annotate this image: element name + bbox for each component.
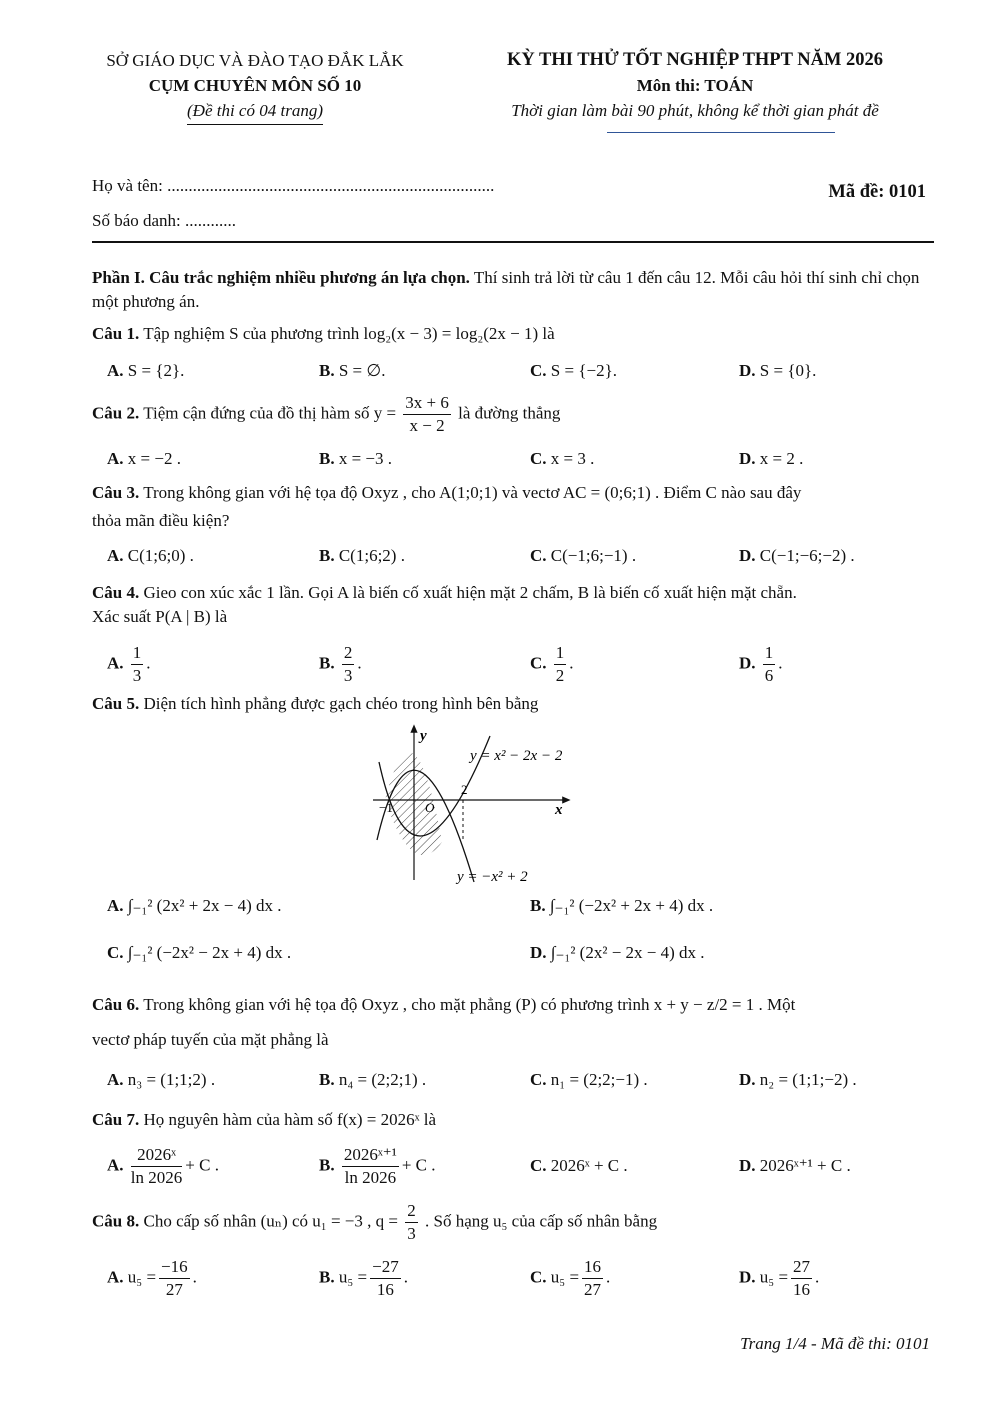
q4-opt-a bbox=[131, 642, 144, 687]
q5-opt-c: ∫₋₁² (−2x² − 2x + 4) dx . bbox=[127, 943, 292, 962]
q1-opt-c: S = {−2}. bbox=[550, 361, 617, 380]
exam-title: KỲ THI THỬ TỐT NGHIỆP THPT NĂM 2026 bbox=[506, 50, 884, 70]
y-axis-label: y bbox=[420, 728, 427, 744]
part1-title: Phần I. Câu trắc nghiệm nhiều phương án lựa chọn. bbox=[92, 268, 470, 287]
q1-text: Tập nghiệm S của phương trình log₂(x − 3) = log₂(2x − 1) là bbox=[143, 324, 555, 343]
q7-opt-a-frac bbox=[131, 1144, 182, 1189]
curve2-label: y = −x² + 2 bbox=[457, 869, 528, 885]
q3-opt-d-label: D. bbox=[739, 546, 756, 565]
q4-opt-d-label: D. bbox=[739, 653, 756, 673]
q6-label: Câu 6. bbox=[92, 995, 140, 1014]
question-5 bbox=[92, 692, 934, 716]
q5-opt-d-label: D. bbox=[530, 943, 547, 962]
id-field: Số báo danh: ............ bbox=[92, 211, 237, 230]
q2-post: là đường thẳng bbox=[458, 403, 561, 423]
q2-label: Câu 2. bbox=[92, 403, 140, 423]
q7-b-den: ln 2026 bbox=[344, 1168, 397, 1187]
q8-q-num: 2 bbox=[405, 1200, 418, 1223]
q6-opt-b: n₄ = (2;2;1) . bbox=[338, 1070, 427, 1089]
q5-options-row1 bbox=[92, 896, 934, 922]
q3-text: Trong không gian với hệ tọa độ Oxyz , cho A(1;0;1) và vectơ AC = (0;6;1) . Điểm C nào sau đây bbox=[143, 483, 802, 502]
q6-opt-a: n₃ = (1;1;2) . bbox=[127, 1070, 216, 1089]
q2-opt-c-label: C. bbox=[530, 449, 547, 468]
q5-opt-d: ∫₋₁² (2x² − 2x − 4) dx . bbox=[550, 943, 705, 962]
q5-graph bbox=[367, 722, 597, 895]
q6-opt-a-label: A. bbox=[107, 1070, 124, 1089]
q2-options bbox=[92, 449, 934, 475]
q6-opt-c: n₁ = (2;2;−1) . bbox=[550, 1070, 648, 1089]
question-3 bbox=[92, 481, 934, 537]
q8-b-num: −27 bbox=[370, 1256, 401, 1279]
q2-opt-a: x = −2 . bbox=[127, 449, 181, 468]
part1-desc: Thí sinh trả lời từ câu 1 đến câu 12. Mỗi câu hỏi thí sinh chỉ chọn một phương án. bbox=[92, 268, 920, 311]
q8-d-num: 27 bbox=[791, 1256, 812, 1279]
q7-opt-b-frac bbox=[342, 1144, 399, 1189]
q7-opt-c-label: C. bbox=[530, 1156, 547, 1175]
q4-opt-b-label: B. bbox=[319, 653, 335, 673]
q4-label: Câu 4. bbox=[92, 583, 140, 602]
q8-options: A. u₅ = $\frac{-16}{27}$ . B. u₅ = $\frac{-27}{16}$ . C. u₅ = $\frac{16}{27}$ . D. u₅ = $\frac{27}{16}$ . bbox=[107, 1257, 820, 1299]
page-footer: Trang 1/4 - Mã đề thi: 0101 bbox=[740, 1334, 930, 1353]
q8-opt-c-label: C. bbox=[530, 1267, 547, 1287]
q2-den: x − 2 bbox=[409, 416, 445, 435]
q6-options bbox=[92, 1070, 934, 1096]
header-left bbox=[60, 48, 450, 125]
q8-opt-a bbox=[159, 1256, 190, 1301]
q7-options bbox=[92, 1142, 934, 1194]
tick-neg-label: −1 bbox=[379, 800, 393, 815]
q6-text: Trong không gian với hệ tọa độ Oxyz , cho mặt phẳng (P) có phương trình x + y − z/2 = 1 . Một bbox=[143, 995, 796, 1014]
q7-a-tail: + C . bbox=[185, 1155, 219, 1175]
question-4 bbox=[92, 581, 934, 629]
q4-opt-b bbox=[342, 642, 355, 687]
part1-intro bbox=[92, 266, 934, 314]
q6-opt-d-label: D. bbox=[739, 1070, 756, 1089]
q8-q-den: 3 bbox=[407, 1224, 416, 1243]
q2-opt-d-label: D. bbox=[739, 449, 756, 468]
q3-opt-d: C(−1;−6;−2) . bbox=[759, 546, 855, 565]
q8-opt-c bbox=[582, 1256, 603, 1301]
q4-text2: Xác suất P(A | B) là bbox=[92, 607, 228, 626]
q1-opt-b: S = ∅. bbox=[338, 361, 386, 380]
q7-a-den: ln 2026 bbox=[130, 1168, 183, 1187]
q8-d-den: 16 bbox=[793, 1280, 811, 1299]
q1-label: Câu 1. bbox=[92, 324, 140, 343]
q8-a-u5: u₅ = bbox=[127, 1267, 157, 1287]
q8-label: Câu 8. bbox=[92, 1211, 140, 1231]
q1-opt-c-label: C. bbox=[530, 361, 547, 380]
q7-label: Câu 7. bbox=[92, 1110, 140, 1129]
q8-pre: Cho cấp số nhân (uₙ) có u₁ = −3 , q = bbox=[143, 1211, 398, 1231]
q7-text: Họ nguyên hàm của hàm số f(x) = 2026ˣ là bbox=[143, 1110, 437, 1129]
q5-graph-svg bbox=[367, 722, 597, 890]
q5-label: Câu 5. bbox=[92, 694, 140, 713]
q8-post: . Số hạng u₅ của cấp số nhân bằng bbox=[425, 1211, 658, 1231]
q1-opt-b-label: B. bbox=[319, 361, 335, 380]
q5-opt-a-label: A. bbox=[107, 896, 124, 915]
q4-b-num: 2 bbox=[342, 642, 355, 665]
q2-opt-c: x = 3 . bbox=[550, 449, 595, 468]
q7-b-num: 2026ˣ⁺¹ bbox=[342, 1144, 399, 1167]
q2-pre: Tiệm cận đứng của đồ thị hàm số y = bbox=[143, 403, 397, 423]
q4-d-den: 6 bbox=[764, 666, 774, 685]
question-1 bbox=[92, 322, 934, 346]
q4-opt-d bbox=[763, 642, 776, 687]
q4-c-num: 1 bbox=[554, 642, 567, 665]
q3-label: Câu 3. bbox=[92, 483, 140, 502]
q2-fraction bbox=[403, 392, 451, 437]
tick-pos-label: 2 bbox=[461, 782, 468, 797]
name-field: Họ và tên: ............................................................................. bbox=[92, 176, 495, 195]
q8-b-u5: u₅ = bbox=[338, 1267, 368, 1287]
q3-opt-b-label: B. bbox=[319, 546, 335, 565]
q4-opt-c-label: C. bbox=[530, 653, 547, 673]
q1-opt-d: S = {0}. bbox=[759, 361, 817, 380]
q8-opt-d-label: D. bbox=[739, 1267, 756, 1287]
header-right bbox=[460, 48, 930, 123]
q7-b-tail: + C . bbox=[401, 1155, 436, 1175]
x-axis-label: x bbox=[555, 802, 563, 818]
q4-a-den: 3 bbox=[132, 666, 142, 685]
q3-opt-c: C(−1;6;−1) . bbox=[550, 546, 637, 565]
q8-c-den: 27 bbox=[584, 1280, 602, 1299]
q7-opt-d-label: D. bbox=[739, 1156, 756, 1175]
q4-opt-c bbox=[554, 642, 567, 687]
q8-opt-b bbox=[370, 1256, 401, 1301]
q2-opt-d: x = 2 . bbox=[759, 449, 804, 468]
q5-opt-a: ∫₋₁² (2x² + 2x − 4) dx . bbox=[127, 896, 282, 915]
q1-options bbox=[92, 361, 934, 387]
q4-a-num: 1 bbox=[131, 642, 144, 665]
q7-opt-c: 2026ˣ + C . bbox=[550, 1156, 628, 1175]
q1-opt-d-label: D. bbox=[739, 361, 756, 380]
question-6 bbox=[92, 993, 934, 1063]
question-2 bbox=[92, 392, 934, 437]
q1-opt-a: S = {2}. bbox=[127, 361, 185, 380]
q2-opt-b: x = −3 . bbox=[338, 449, 393, 468]
header-rule bbox=[92, 241, 934, 243]
q4-text: Gieo con xúc xắc 1 lần. Gọi A là biến cố xuất hiện mặt 2 chấm, B là biến cố xuất hiện mặt chẵn. bbox=[143, 583, 797, 602]
q3-opt-c-label: C. bbox=[530, 546, 547, 565]
cluster-name: CỤM CHUYÊN MÔN SỐ 10 bbox=[148, 76, 362, 95]
q5-opt-c-label: C. bbox=[107, 943, 124, 962]
q1-opt-a-label: A. bbox=[107, 361, 124, 380]
q7-opt-d: 2026ˣ⁺¹ + C . bbox=[759, 1156, 851, 1175]
q3-opt-a: C(1;6;0) . bbox=[127, 546, 194, 565]
q8-c-num: 16 bbox=[582, 1256, 603, 1279]
q8-a-den: 27 bbox=[165, 1280, 183, 1299]
question-8 bbox=[92, 1200, 934, 1245]
q8-opt-a-label: A. bbox=[107, 1267, 124, 1287]
q2-opt-b-label: B. bbox=[319, 449, 335, 468]
question-7 bbox=[92, 1108, 934, 1132]
q5-options-row2 bbox=[92, 943, 934, 969]
q6-opt-b-label: B. bbox=[319, 1070, 335, 1089]
q2-num: 3x + 6 bbox=[403, 392, 451, 415]
header-divider bbox=[607, 132, 835, 133]
q4-c-den: 2 bbox=[555, 666, 565, 685]
origin-label: O bbox=[425, 800, 435, 815]
q4-opt-a-label: A. bbox=[107, 653, 124, 673]
curve1-label: y = x² − 2x − 2 bbox=[470, 748, 563, 764]
q4-d-num: 1 bbox=[763, 642, 776, 665]
q8-opt-b-label: B. bbox=[319, 1267, 335, 1287]
q4-b-den: 3 bbox=[343, 666, 353, 685]
q8-a-num: −16 bbox=[159, 1256, 190, 1279]
q8-b-den: 16 bbox=[376, 1280, 394, 1299]
time-note: Thời gian làm bài 90 phút, không kể thời gian phát đề bbox=[511, 101, 879, 120]
q5-opt-b-label: B. bbox=[530, 896, 546, 915]
q2-opt-a-label: A. bbox=[107, 449, 124, 468]
q6-opt-c-label: C. bbox=[530, 1070, 547, 1089]
q3-options bbox=[92, 546, 934, 572]
q6-text2: vectơ pháp tuyến của mặt phẳng là bbox=[92, 1030, 329, 1049]
q7-a-num: 2026ˣ bbox=[131, 1144, 182, 1167]
q5-text: Diện tích hình phẳng được gạch chéo trong hình bên bằng bbox=[143, 694, 539, 713]
q3-text2: thỏa mãn điều kiện? bbox=[92, 511, 230, 530]
pages-note: (Đề thi có 04 trang) bbox=[187, 98, 323, 125]
q8-c-u5: u₅ = bbox=[550, 1267, 580, 1287]
q3-opt-a-label: A. bbox=[107, 546, 124, 565]
subject: Môn thi: TOÁN bbox=[636, 76, 754, 95]
q8-opt-d bbox=[791, 1256, 812, 1301]
dept-name: SỞ GIÁO DỤC VÀ ĐÀO TẠO ĐẮK LẮK bbox=[106, 51, 404, 70]
q8-d-u5: u₅ = bbox=[759, 1267, 789, 1287]
q6-opt-d: n₂ = (1;1;−2) . bbox=[759, 1070, 857, 1089]
q5-opt-b: ∫₋₁² (−2x² + 2x + 4) dx . bbox=[549, 896, 714, 915]
q8-q-frac bbox=[405, 1200, 418, 1245]
q7-opt-b-label: B. bbox=[319, 1155, 335, 1175]
q3-opt-b: C(1;6;2) . bbox=[338, 546, 405, 565]
exam-code: Mã đề: 0101 bbox=[828, 182, 926, 202]
q4-options: A. $\frac{1}{3}$ . B. $\frac{2}{3}$ . C. $\frac{1}{2}$ . D. $\frac{1}{6}$ . bbox=[107, 643, 783, 685]
q7-opt-a-label: A. bbox=[107, 1155, 124, 1175]
